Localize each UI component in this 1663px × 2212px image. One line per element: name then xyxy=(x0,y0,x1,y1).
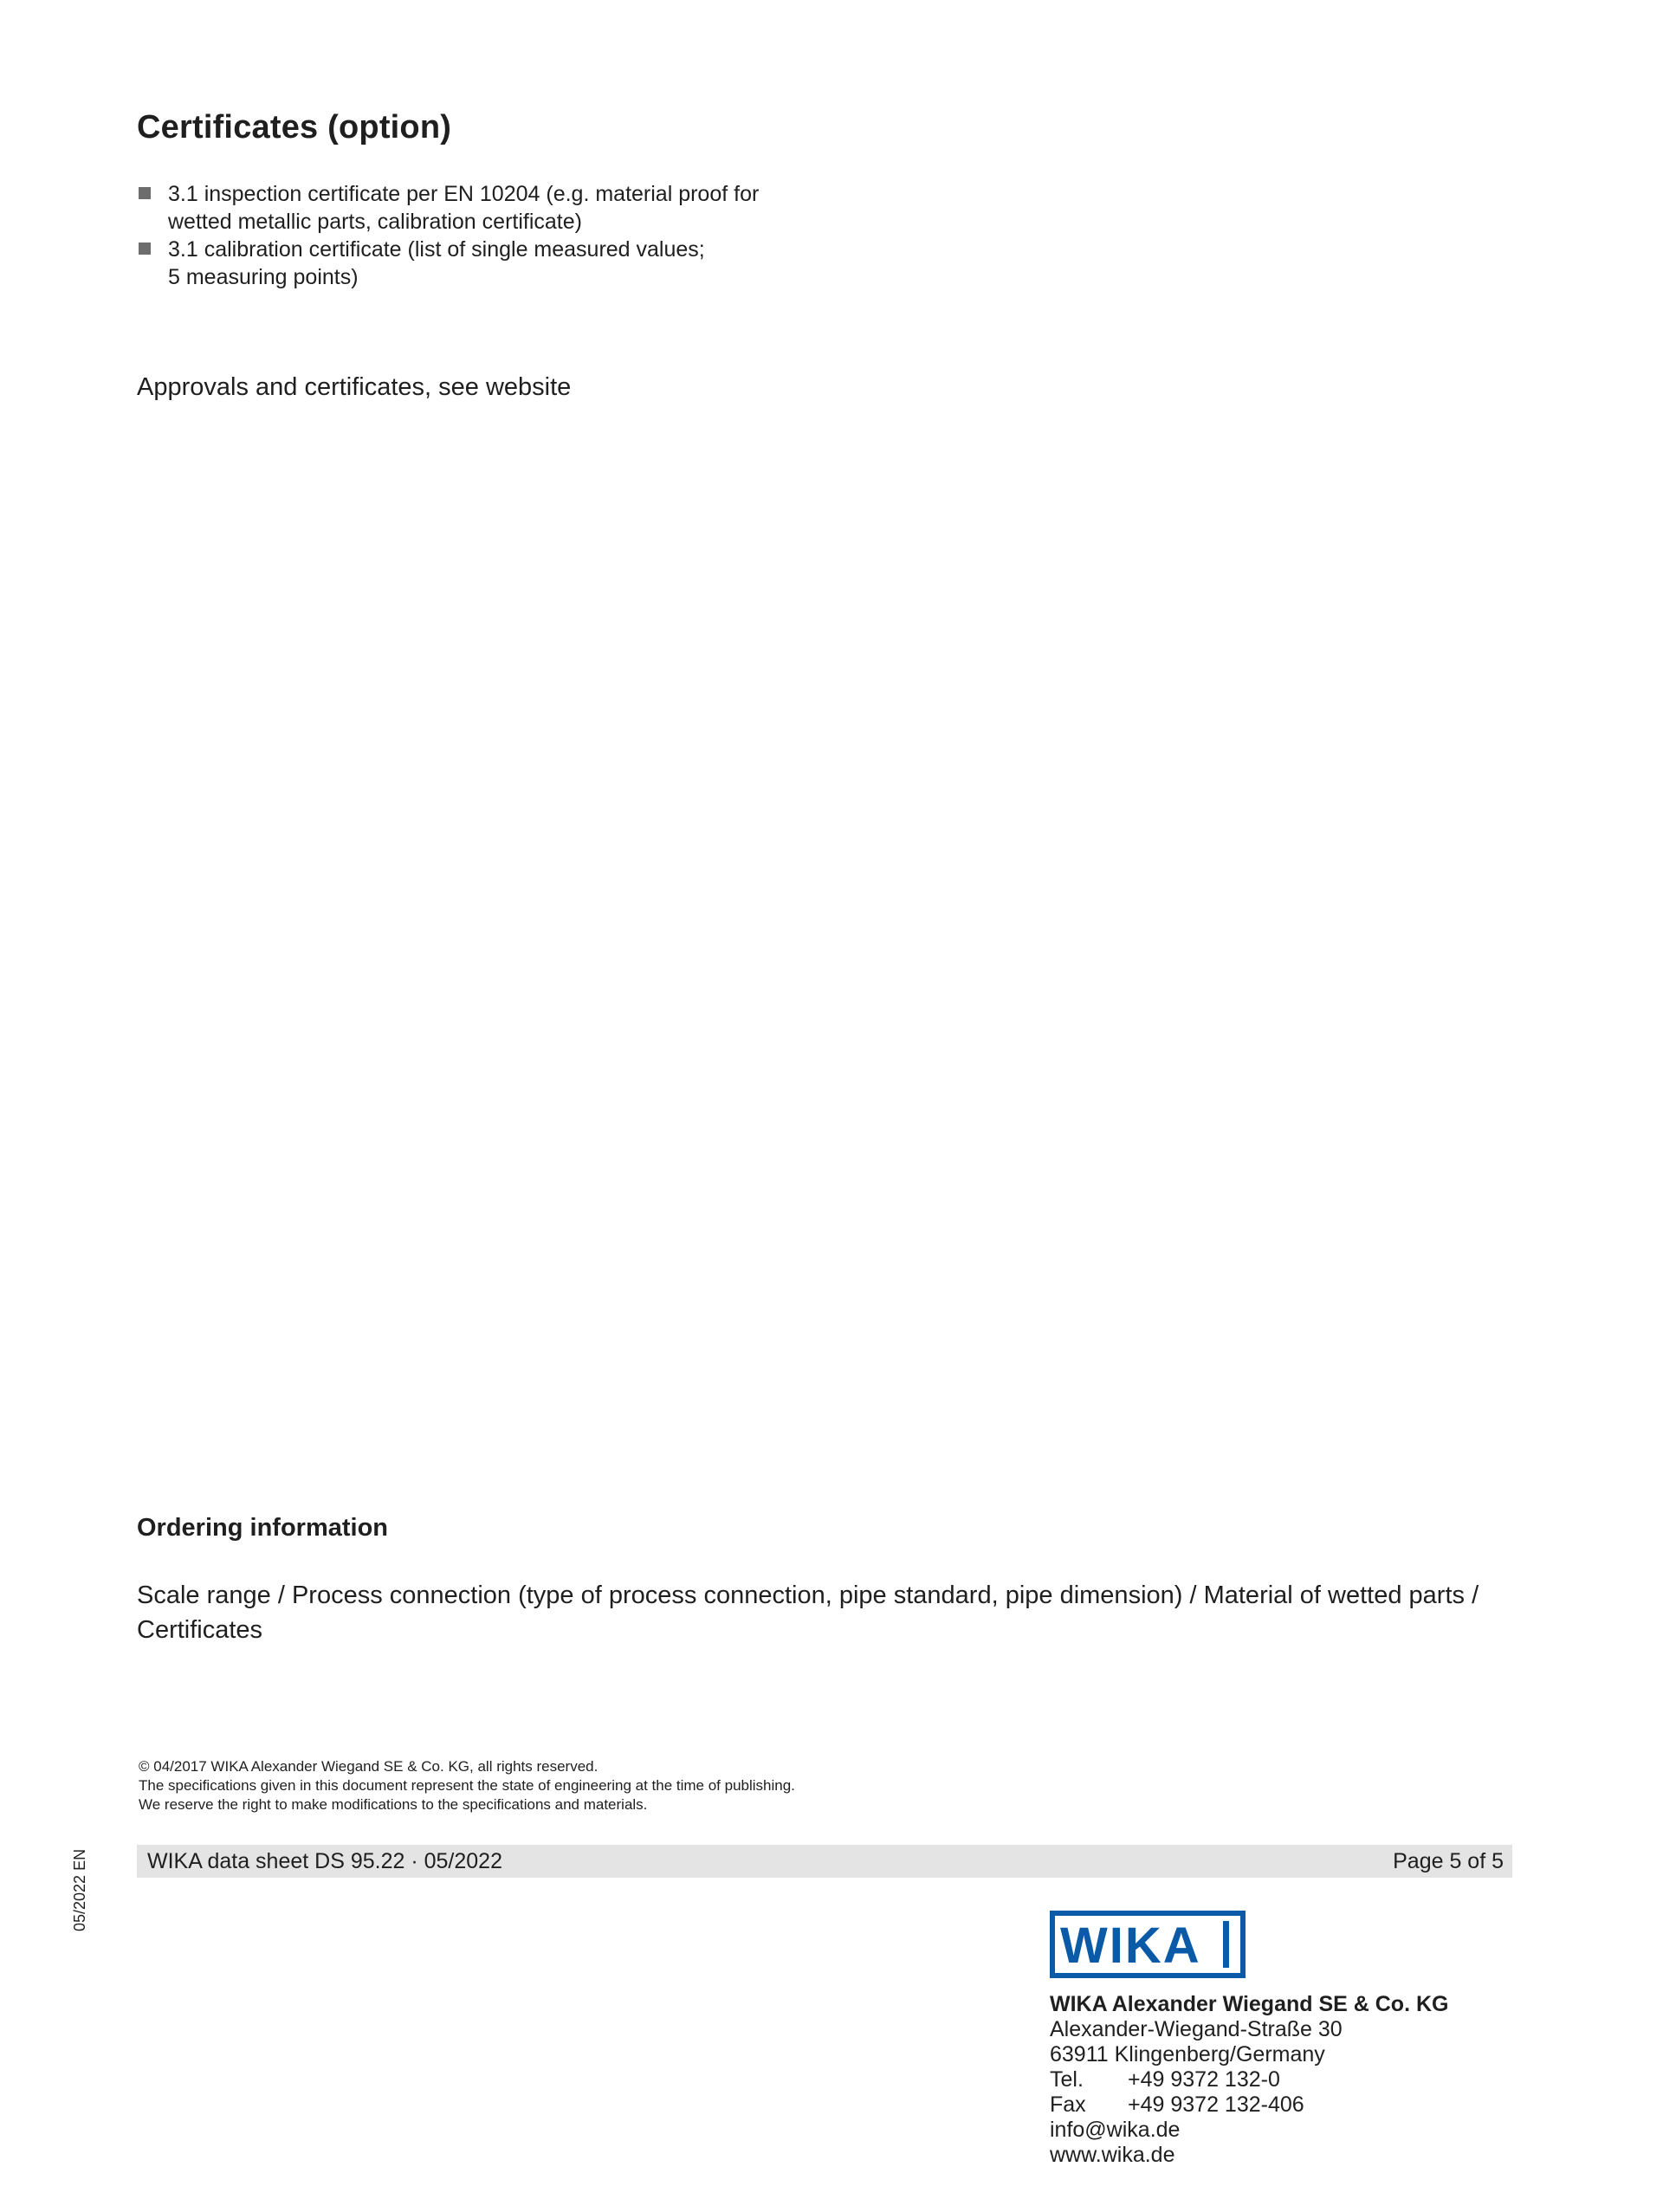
ordering-text-line: Scale range / Process connection (type of process connection, pipe standard, pipe dimension) / Material of wetted parts / xyxy=(137,1581,1479,1609)
svg-text:WIKA: WIKA xyxy=(1060,1918,1201,1973)
doc-reference: WIKA data sheet DS 95.22 · 05/2022 xyxy=(147,1849,502,1873)
square-bullet-icon xyxy=(139,243,151,255)
company-name: WIKA Alexander Wiegand SE & Co. KG xyxy=(1050,1992,1449,2016)
legal-notice xyxy=(139,1757,795,1814)
edition-label: 05/2022 EN xyxy=(71,1848,88,1931)
list-item xyxy=(137,236,847,291)
page-number: Page 5 of 5 xyxy=(1393,1849,1504,1873)
company-tel xyxy=(1050,2067,1448,2092)
list-item-line: 5 measuring points) xyxy=(168,265,359,289)
square-bullet-icon xyxy=(139,187,151,199)
legal-line: We reserve the right to make modifications to the specifications and materials. xyxy=(139,1796,648,1813)
company-city: 63911 Klingenberg/Germany xyxy=(1050,2042,1325,2066)
wika-logo xyxy=(1050,1911,1246,1978)
company-street: Alexander-Wiegand-Straße 30 xyxy=(1050,2017,1343,2041)
approvals-note: Approvals and certificates, see website xyxy=(137,373,572,401)
tel-label: Tel. xyxy=(1050,2067,1084,2092)
ordering-title: Ordering information xyxy=(137,1514,388,1542)
company-email[interactable]: info@wika.de xyxy=(1050,2118,1181,2142)
ordering-text xyxy=(137,1578,1540,1647)
list-item-line: wetted metallic parts, calibration certificate) xyxy=(168,210,582,234)
certificates-list xyxy=(137,180,847,291)
copyright-line: © 04/2017 WIKA Alexander Wiegand SE & Co. KG, all rights reserved. xyxy=(139,1758,599,1775)
company-address xyxy=(1050,1992,1448,2168)
list-item-line: 3.1 calibration certificate (list of single measured values; xyxy=(168,237,705,262)
legal-line: The specifications given in this document represent the state of engineering at the time of publishing. xyxy=(139,1777,795,1794)
list-item xyxy=(137,180,847,236)
fax-value: +49 9372 132-406 xyxy=(1128,2092,1304,2117)
list-item-line: 3.1 inspection certificate per EN 10204 (e.g. material proof for xyxy=(168,182,760,206)
company-website[interactable]: www.wika.de xyxy=(1050,2143,1175,2167)
ordering-text-line: Certificates xyxy=(137,1616,263,1644)
tel-value: +49 9372 132-0 xyxy=(1128,2067,1280,2092)
fax-label: Fax xyxy=(1050,2092,1086,2117)
footer-bar xyxy=(137,1845,1512,1878)
certificates-title: Certificates (option) xyxy=(137,109,452,146)
wika-logo-icon xyxy=(1055,1916,1240,1973)
company-fax xyxy=(1050,2092,1448,2118)
